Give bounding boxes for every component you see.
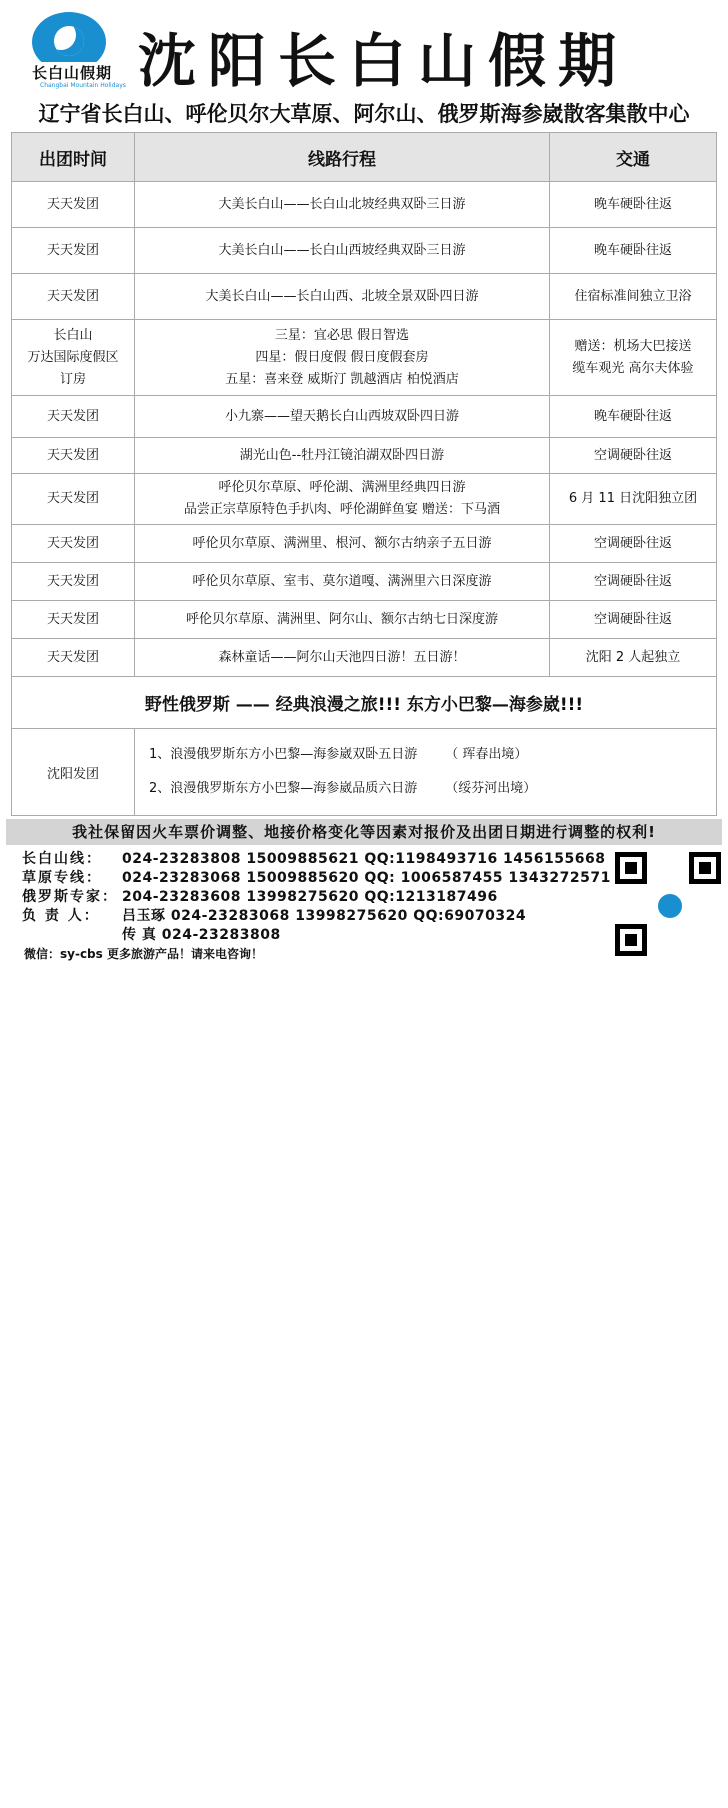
- contact-value: 204-23283608 13998275620 QQ:1213187496: [122, 889, 498, 905]
- header: [0, 0, 728, 98]
- date-cell-line: 天天发团: [46, 573, 99, 589]
- contact-label: 长白山线：: [22, 851, 102, 867]
- contact-label: 负 责 人：: [22, 908, 100, 924]
- notice-banner: 我社保留因火车票价调整、地接价格变化等因素对报价及出团日期进行调整的权利!: [6, 819, 722, 845]
- russia-date-cell: 沈阳发团: [12, 729, 135, 816]
- route-cell-line: 森林童话——阿尔山天池四日游！五日游！: [218, 649, 466, 665]
- contact-value: 024-23283808 15009885621 QQ:1198493716 1456155668: [122, 851, 606, 867]
- contact-label: 草原专线：: [22, 870, 102, 886]
- route-cell: [135, 601, 550, 639]
- footer-wechat: 微信：sy-cbs 更多旅游产品！请来电咨询！: [24, 947, 263, 961]
- route-cell-line: 呼伦贝尔草原、满洲里、根河、额尔古纳亲子五日游: [192, 535, 492, 551]
- date-cell-line: 天天发团: [46, 408, 99, 424]
- transport-cell-line: 空调硬卧往返: [593, 611, 672, 627]
- route-cell-line: 呼伦贝尔草原、呼伦湖、满洲里经典四日游: [218, 480, 466, 495]
- route-cell-line: 四星：假日度假 假日度假套房: [255, 349, 429, 365]
- route-cell-line: 五星：喜来登 威斯汀 凯越酒店 柏悦酒店: [225, 371, 459, 387]
- table-row: [12, 182, 717, 228]
- date-cell: [12, 563, 135, 601]
- table-row: [12, 563, 717, 601]
- transport-cell-line: 住宿标准间独立卫浴: [574, 288, 692, 304]
- logo-subtext: Changbai Mountain Holidays: [40, 82, 126, 89]
- page-title: 沈阳长白山假期: [138, 27, 629, 95]
- route-cell: [135, 182, 550, 228]
- route-cell-line: 小九寨——望天鹅长白山西坡双卧四日游: [224, 408, 459, 424]
- transport-cell: [550, 320, 717, 396]
- transport-cell-line: 赠送：机场大巴接送: [574, 338, 692, 354]
- qr-finder: [615, 852, 647, 884]
- date-cell-line: 天天发团: [46, 611, 99, 627]
- itinerary-table: [11, 132, 717, 816]
- qr-logo-icon: [656, 892, 684, 920]
- qr-code-icon: [615, 852, 721, 956]
- date-cell-line: 天天发团: [46, 491, 99, 506]
- date-cell-line: 天天发团: [46, 196, 99, 212]
- route-cell-line: 呼伦贝尔草原、室韦、莫尔道嘎、满洲里六日深度游: [192, 573, 492, 589]
- date-cell: [12, 474, 135, 525]
- route-cell-line: 大美长白山——长白山北坡经典双卧三日游: [218, 196, 466, 212]
- transport-cell: [550, 601, 717, 639]
- subtitle: 辽宁省长白山、呼伦贝尔大草原、阿尔山、俄罗斯海参崴散客集散中心: [38, 102, 690, 126]
- table-row: [12, 525, 717, 563]
- col-header-route: 线路行程: [135, 133, 550, 182]
- route-cell: [135, 438, 550, 474]
- table-row: [12, 228, 717, 274]
- russia-row: [12, 729, 717, 816]
- route-cell-line: 湖光山色--牡丹江镜泊湖双卧四日游: [239, 447, 445, 463]
- date-cell-line: 天天发团: [46, 288, 99, 304]
- route-cell: [135, 563, 550, 601]
- table-body: [12, 182, 717, 816]
- date-cell: [12, 438, 135, 474]
- route-cell: [135, 228, 550, 274]
- russia-route-line: [149, 738, 712, 772]
- date-cell: [12, 274, 135, 320]
- date-cell: [12, 320, 135, 396]
- table-row: [12, 396, 717, 438]
- route-cell: [135, 639, 550, 677]
- contact-row: [22, 850, 611, 869]
- transport-cell: [550, 182, 717, 228]
- russia-route-note: （ 珲春出境）: [445, 747, 528, 762]
- route-cell-line: 品尝正宗草原特色手扒肉、呼伦湖鲜鱼宴 赠送：下马酒: [183, 502, 501, 517]
- contact-row: [22, 926, 611, 945]
- table-row: [12, 274, 717, 320]
- route-cell-line: 大美长白山——长白山西坡经典双卧三日游: [218, 242, 466, 258]
- date-cell: [12, 639, 135, 677]
- contact-value: 024-23283068 15009885620 QQ: 1006587455 1343272571: [122, 870, 611, 886]
- table-row: [12, 474, 717, 525]
- transport-cell: [550, 474, 717, 525]
- russia-route-line: [149, 772, 712, 806]
- contact-label: 俄罗斯专家：: [22, 889, 118, 905]
- date-cell: [12, 228, 135, 274]
- transport-cell-line: 沈阳 2 人起独立: [585, 649, 681, 665]
- date-cell-line: 订房: [59, 371, 86, 387]
- col-header-date: 出团时间: [12, 133, 135, 182]
- date-cell-line: 万达国际度假区: [27, 349, 119, 365]
- qr-finder: [615, 924, 647, 956]
- transport-cell-line: 缆车观光 高尔夫体验: [572, 360, 694, 376]
- route-cell-line: 三星：宜必思 假日智选: [274, 327, 410, 343]
- qr-finder: [689, 852, 721, 884]
- russia-route-note: （绥芬河出境）: [445, 781, 537, 796]
- date-cell-line: 长白山: [53, 327, 93, 343]
- table-row: [12, 320, 717, 396]
- transport-cell: [550, 525, 717, 563]
- date-cell: [12, 525, 135, 563]
- transport-cell: [550, 274, 717, 320]
- russia-route-text: 1、浪漫俄罗斯东方小巴黎—海参崴双卧五日游: [149, 747, 418, 762]
- contacts-block: [22, 850, 611, 945]
- route-cell: [135, 396, 550, 438]
- contact-row: [22, 888, 611, 907]
- transport-cell-line: 空调硬卧往返: [593, 535, 672, 551]
- date-cell: [12, 601, 135, 639]
- contact-value: 传 真 024-23283808: [122, 927, 281, 943]
- transport-cell: [550, 639, 717, 677]
- table-row: [12, 639, 717, 677]
- contact-value: 吕玉琢 024-23283068 13998275620 QQ:69070324: [122, 908, 527, 924]
- russia-route-cell: [135, 729, 717, 816]
- date-cell-line: 天天发团: [46, 535, 99, 551]
- promo-row: [12, 677, 717, 729]
- transport-cell-line: 晚车硬卧往返: [593, 408, 672, 424]
- promo-text: 野性俄罗斯 —— 经典浪漫之旅!!! 东方小巴黎—海参崴!!!: [12, 677, 717, 729]
- date-cell-line: 天天发团: [46, 649, 99, 665]
- route-cell-line: 大美长白山——长白山西、北坡全景双卧四日游: [205, 288, 479, 304]
- contact-row: [22, 907, 611, 926]
- transport-cell: [550, 563, 717, 601]
- date-cell-line: 天天发团: [46, 242, 99, 258]
- transport-cell: [550, 438, 717, 474]
- logo-text: 长白山假期: [32, 64, 113, 82]
- transport-cell: [550, 396, 717, 438]
- route-cell: [135, 474, 550, 525]
- transport-cell-line: 6 月 11 日沈阳独立团: [568, 491, 698, 506]
- route-cell: [135, 274, 550, 320]
- col-header-transport: 交通: [550, 133, 717, 182]
- transport-cell: [550, 228, 717, 274]
- transport-cell-line: 空调硬卧往返: [593, 573, 672, 589]
- date-cell: [12, 182, 135, 228]
- transport-cell-line: 晚车硬卧往返: [593, 242, 672, 258]
- date-cell: [12, 396, 135, 438]
- table-row: [12, 601, 717, 639]
- route-cell-line: 呼伦贝尔草原、满洲里、阿尔山、额尔古纳七日深度游: [185, 611, 498, 627]
- transport-cell-line: 晚车硬卧往返: [593, 196, 672, 212]
- date-cell-line: 天天发团: [46, 447, 99, 463]
- table-row: [12, 438, 717, 474]
- contact-row: [22, 869, 611, 888]
- transport-cell-line: 空调硬卧往返: [593, 447, 672, 463]
- table-header-row: [12, 133, 717, 182]
- route-cell: [135, 320, 550, 396]
- route-cell: [135, 525, 550, 563]
- russia-route-text: 2、浪漫俄罗斯东方小巴黎—海参崴品质六日游: [149, 781, 418, 796]
